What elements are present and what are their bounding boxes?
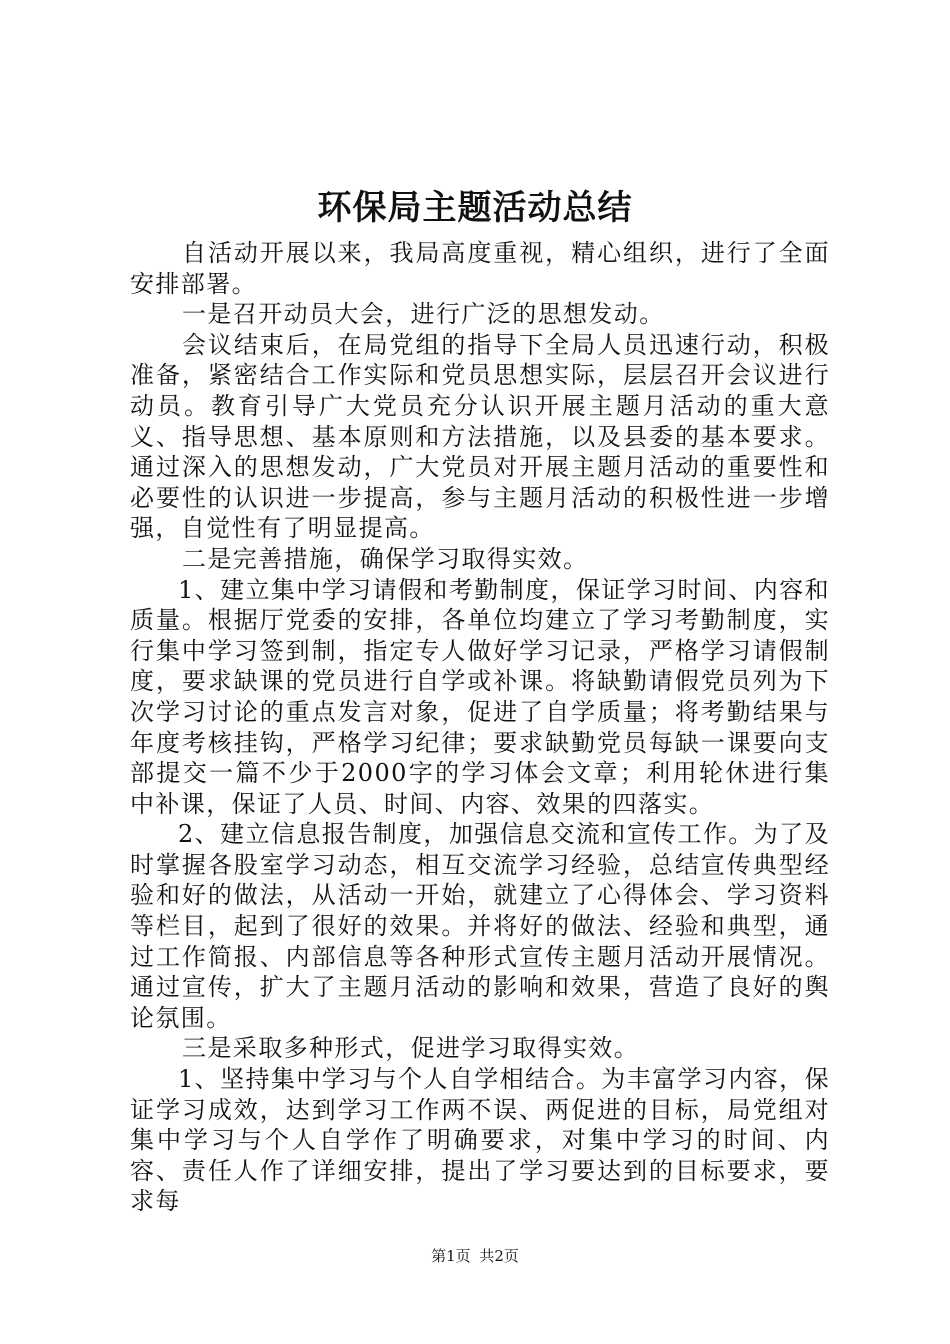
paragraph-study: 1、坚持集中学习与个人自学相结合。为丰富学习内容，保证学习成效，达到学习工作两不误、两促进的目标，局党组对集中学习与个人自学作了明确要求，对集中学习的时间、内容、责任人作了详细安排，提出了学习要达到的目标要求，要求每 [130, 1065, 830, 1216]
page-total: 共2页 [479, 1247, 519, 1265]
paragraph-information: 2、建立信息报告制度，加强信息交流和宣传工作。为了及时掌握各股室学习动态，相互交流学习经验，总结宣传典型经验和好的做法，从活动一开始，就建立了心得体会、学习资料等栏目，起到了很好的效果。并将好的做法、经验和典型，通过工作简报、内部信息等各种形式宣传主题月活动开展情况。通过宣传，扩大了主题月活动的影响和效果，营造了良好的舆论氛围。 [130, 820, 830, 1032]
paragraph-heading-3: 三是采取多种形式，促进学习取得实效。 [182, 1034, 640, 1063]
document-body [130, 238, 830, 1217]
paragraph-intro: 自活动开展以来，我局高度重视，精心组织，进行了全面安排部署。 [130, 239, 830, 298]
page-footer [0, 1246, 950, 1266]
paragraph-mobilization: 会议结束后，在局党组的指导下全局人员迅速行动，积极准备，紧密结合工作实际和党员思想实际，层层召开会议进行动员。教育引导广大党员充分认识开展主题月活动的重大意义、指导思想、基本原则和方法措施，以及县委的基本要求。通过深入的思想发动，广大党员对开展主题月活动的重要性和必要性的认识进一步提高，参与主题月活动的积极性进一步增强，自觉性有了明显提高。 [130, 330, 830, 543]
page-number: 第1页 [431, 1247, 471, 1265]
paragraph-heading-2: 二是完善措施，确保学习取得实效。 [182, 544, 589, 573]
paragraph-heading-1: 一是召开动员大会，进行广泛的思想发动。 [182, 300, 665, 329]
document-title: 环保局主题活动总结 [317, 188, 633, 228]
paragraph-attendance: 1、建立集中学习请假和考勤制度，保证学习时间、内容和质量。根据厅党委的安排，各单位均建立了学习考勤制度，实行集中学习签到制，指定专人做好学习记录，严格学习请假制度，要求缺课的党员进行自学或补课。将缺勤请假党员列为下次学习讨论的重点发言对象，促进了自学质量；将考勤结果与年度考核挂钩，严格学习纪律；要求缺勤党员每缺一课要向支部提交一篇不少于2000字的学习体会文章；利用轮休进行集中补课，保证了人员、时间、内容、效果的四落实。 [130, 575, 830, 818]
